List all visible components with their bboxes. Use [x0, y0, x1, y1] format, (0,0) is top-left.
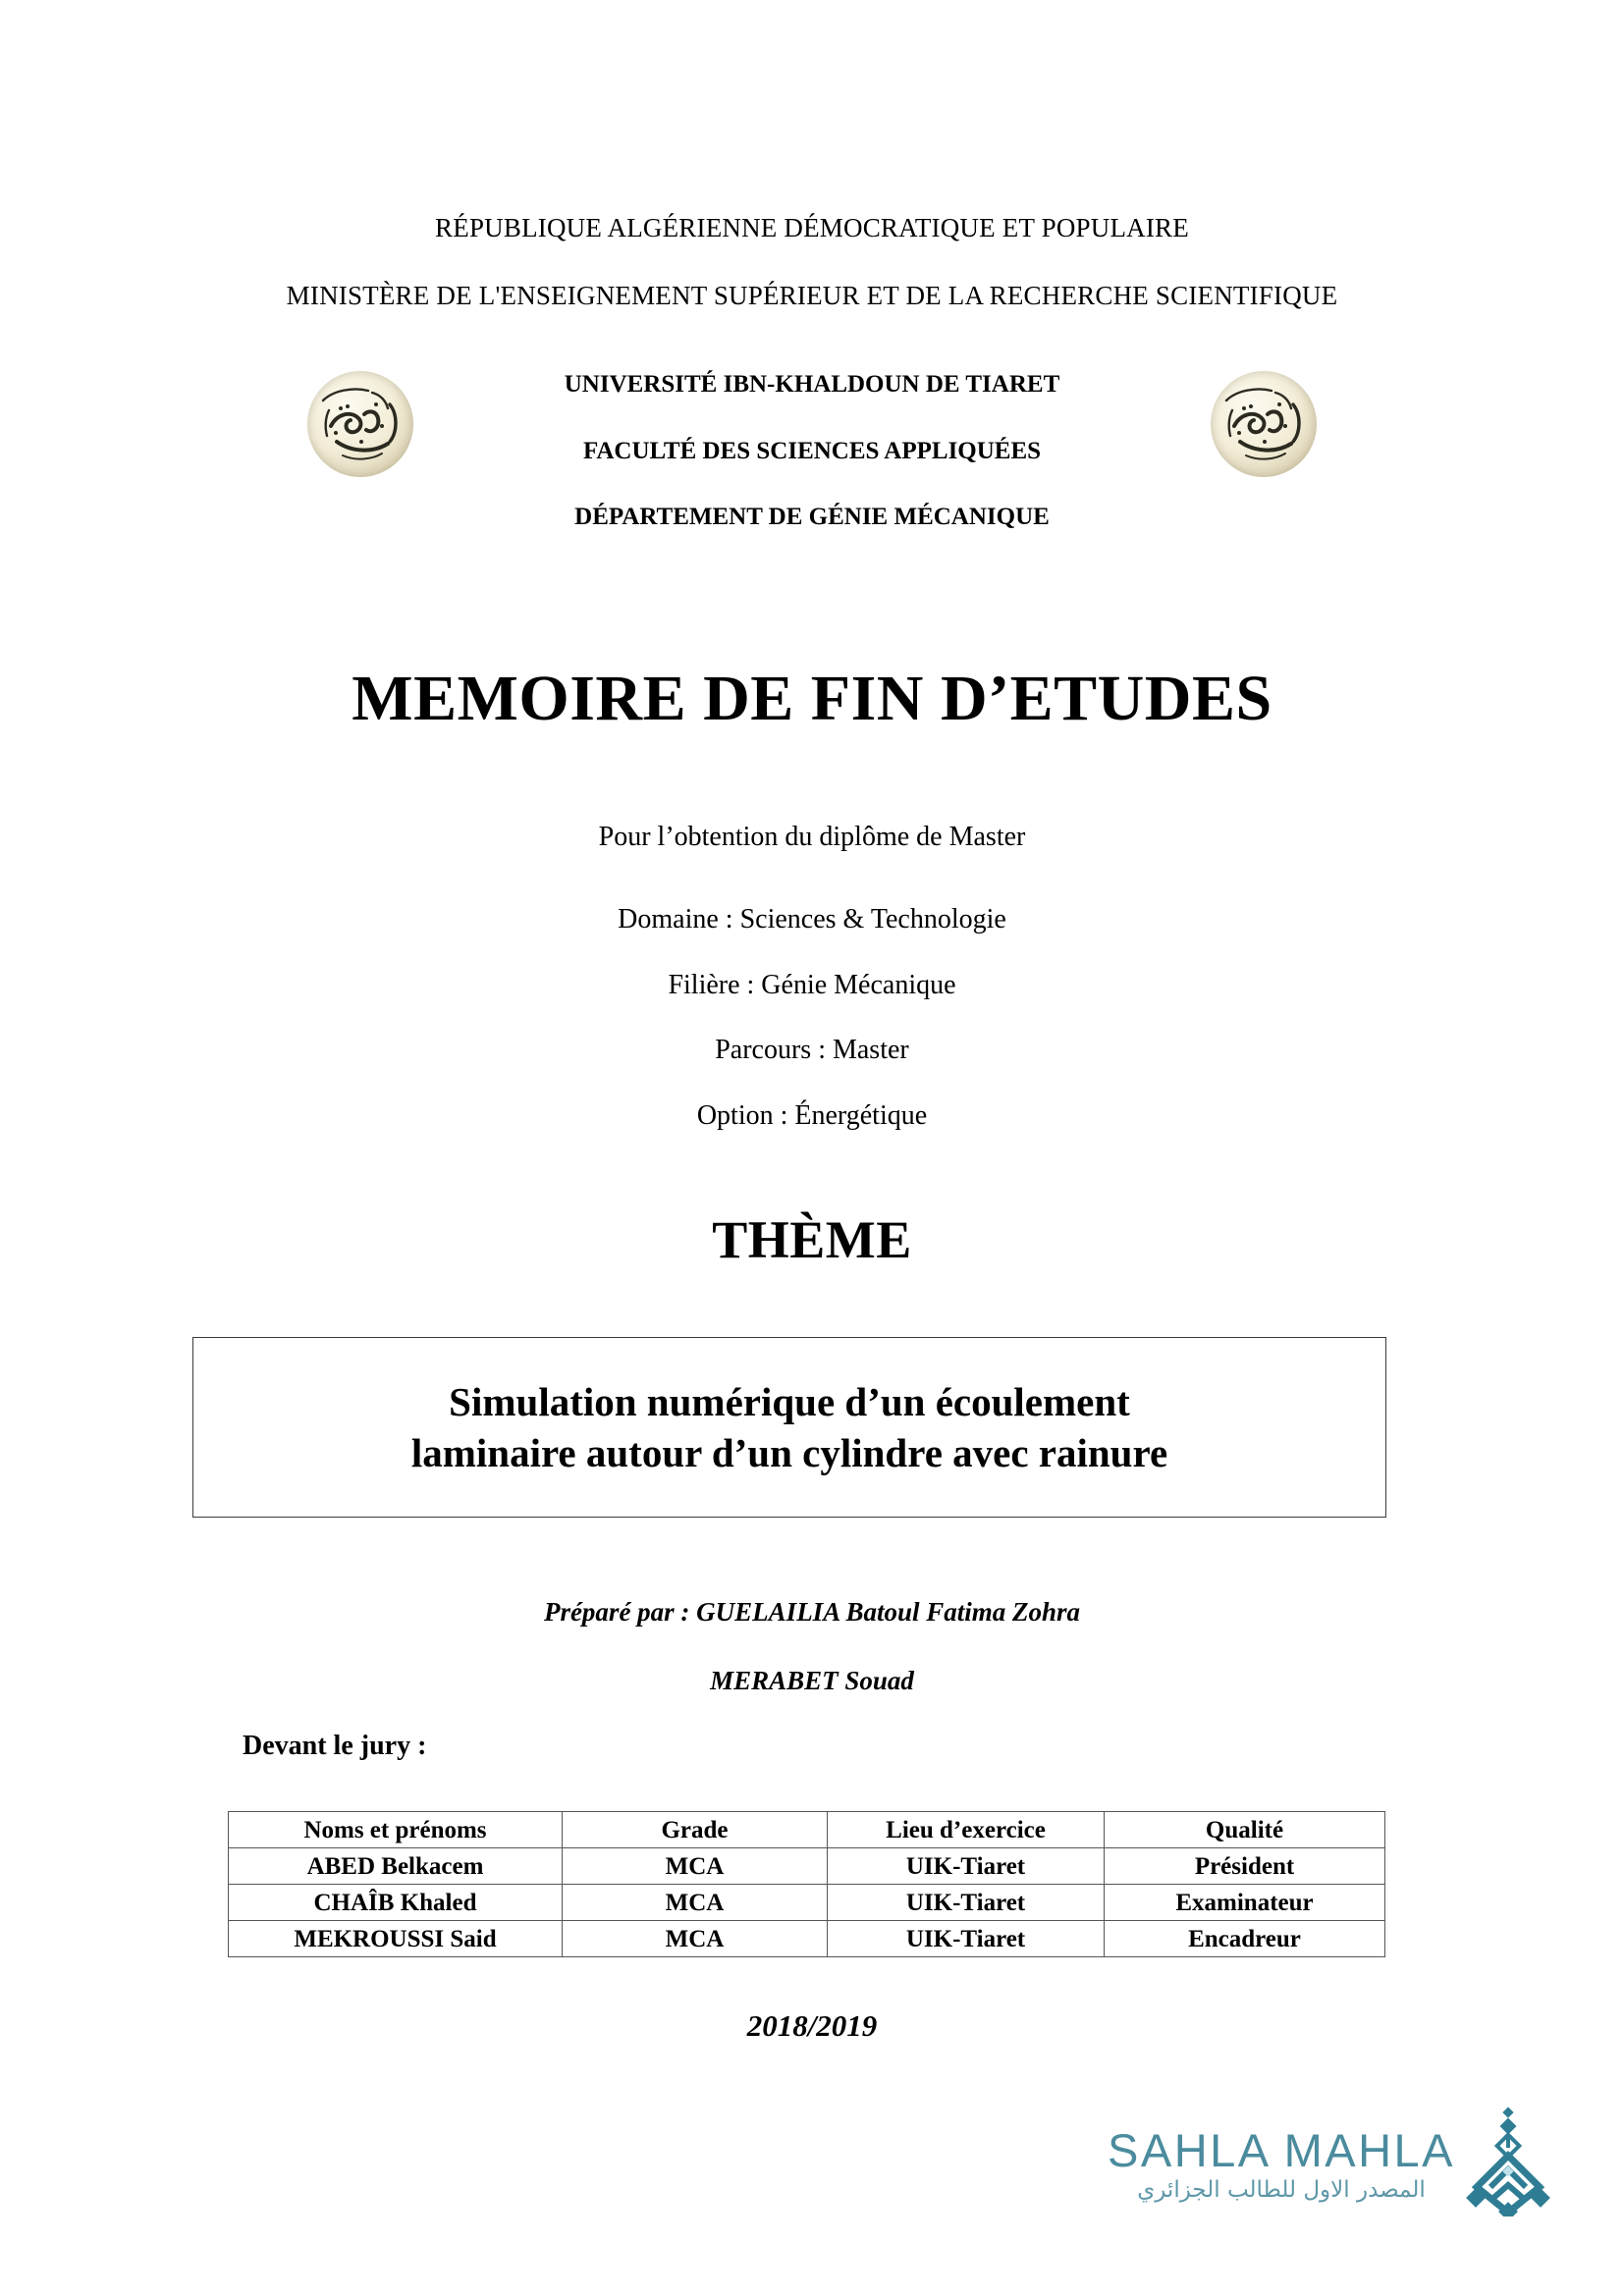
- theme-title-line-1: Simulation numérique d’un écoulement: [449, 1378, 1130, 1424]
- cell-grade: MCA: [563, 1921, 828, 1957]
- diploma-option: Option : Énergétique: [696, 1100, 928, 1132]
- column-header-location: Lieu d’exercice: [828, 1812, 1105, 1848]
- diploma-parcours: Parcours : Master: [715, 1035, 909, 1066]
- theme-box: [192, 1337, 1386, 1518]
- table-row: [229, 1921, 1385, 1957]
- academic-year: 2018/2019: [746, 2008, 878, 2043]
- column-header-grade: Grade: [563, 1812, 828, 1848]
- cell-name: ABED Belkacem: [229, 1848, 563, 1885]
- diploma-details: [0, 823, 1624, 1132]
- jury-heading: Devant le jury :: [243, 1731, 427, 1761]
- theme-heading: THÈME: [712, 1210, 912, 1269]
- sahla-mahla-watermark: [1108, 2112, 1559, 2216]
- republic-line: RÉPUBLIQUE ALGÉRIENNE DÉMOCRATIQUE ET POPULAIRE: [435, 213, 1189, 242]
- cell-quality: Encadreur: [1105, 1921, 1385, 1957]
- watermark-text: [1108, 2124, 1456, 2203]
- table-row: [229, 1848, 1385, 1885]
- ministry-header: [0, 214, 1624, 310]
- institution-text: [468, 365, 1156, 531]
- watermark-title: SAHLA MAHLA: [1108, 2124, 1456, 2176]
- cell-location: UIK-Tiaret: [828, 1885, 1105, 1921]
- column-header-names: Noms et prénoms: [229, 1812, 563, 1848]
- university-seal-icon: [1211, 371, 1317, 477]
- diploma-domain: Domaine : Sciences & Technologie: [618, 903, 1006, 934]
- cell-quality: Président: [1105, 1848, 1385, 1885]
- sahla-mahla-emblem-icon: [1461, 2107, 1555, 2216]
- column-header-quality: Qualité: [1105, 1812, 1385, 1848]
- cell-location: UIK-Tiaret: [828, 1848, 1105, 1885]
- diploma-purpose: Pour l’obtention du diplôme de Master: [598, 822, 1026, 852]
- institution-block: [0, 365, 1624, 531]
- jury-table-wrapper: [228, 1811, 1384, 1957]
- theme-title-line-2: laminaire autour d’un cylindre avec rainure: [410, 1430, 1168, 1475]
- cell-quality: Examinateur: [1105, 1885, 1385, 1921]
- second-author-line: MERABET Souad: [710, 1665, 914, 1695]
- prepared-by-line: Préparé par : GUELAILIA Batoul Fatima Zohra: [543, 1597, 1081, 1627]
- jury-table: [228, 1811, 1385, 1957]
- table-header-row: [229, 1812, 1385, 1848]
- university-seal-icon: [307, 371, 413, 477]
- document-title: MEMOIRE DE FIN D’ETUDES: [352, 663, 1272, 734]
- cell-grade: MCA: [563, 1848, 828, 1885]
- watermark-subtitle: المصدر الاول للطالب الجزائري: [1137, 2177, 1426, 2203]
- authors-block: [0, 1598, 1624, 1695]
- university-name: UNIVERSITÉ IBN-KHALDOUN DE TIARET: [564, 371, 1060, 398]
- diploma-filiere: Filière : Génie Mécanique: [668, 969, 956, 1000]
- cell-grade: MCA: [563, 1885, 828, 1921]
- faculty-name: FACULTÉ DES SCIENCES APPLIQUÉES: [582, 437, 1042, 464]
- cell-name: MEKROUSSI Said: [229, 1921, 563, 1957]
- cell-name: CHAÎB Khaled: [229, 1885, 563, 1921]
- cell-location: UIK-Tiaret: [828, 1921, 1105, 1957]
- department-name: DÉPARTEMENT DE GÉNIE MÉCANIQUE: [574, 504, 1050, 530]
- ministry-line: MINISTÈRE DE L'ENSEIGNEMENT SUPÉRIEUR ET DE LA RECHERCHE SCIENTIFIQUE: [286, 280, 1338, 310]
- table-row: [229, 1885, 1385, 1921]
